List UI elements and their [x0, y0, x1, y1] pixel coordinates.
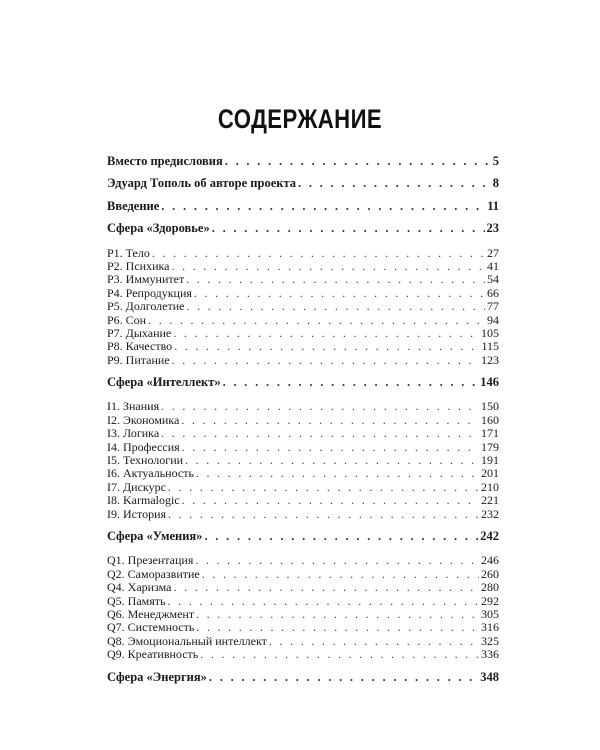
toc-item-label: P1. Тело	[107, 245, 150, 260]
toc-item	[107, 635, 499, 648]
toc-item	[107, 273, 499, 286]
toc-item-label: Q4. Харизма	[107, 580, 172, 595]
toc-item-label: I3. Логика	[107, 426, 160, 441]
toc-item	[107, 400, 499, 413]
toc-item-label: I9. История	[107, 506, 167, 521]
toc-item	[107, 581, 499, 594]
toc-item-label: P6. Сон	[107, 312, 147, 327]
toc-item-page: 171	[481, 426, 499, 441]
leader-dots	[152, 247, 485, 260]
leader-dots	[196, 621, 479, 634]
toc-item-label: I7. Дискурс	[107, 479, 166, 494]
toc-item-label: P2. Психика	[107, 258, 170, 273]
toc-item-page: 179	[481, 439, 499, 454]
leader-dots	[225, 155, 491, 168]
toc-item-page: 316	[481, 620, 499, 635]
toc-section-label: Сфера «Здоровье»	[107, 221, 210, 236]
toc-item	[107, 300, 499, 313]
toc-item-page: 232	[481, 506, 499, 521]
leader-dots	[168, 508, 479, 521]
toc-front-entry-topol	[107, 177, 499, 190]
leader-dots	[186, 300, 485, 313]
toc-item-label: P8. Качество	[107, 339, 173, 354]
toc-item	[107, 287, 499, 300]
toc-item-label: P3. Иммунитет	[107, 272, 185, 287]
leader-dots	[194, 287, 485, 300]
toc-front-entry-introduction	[107, 200, 499, 213]
toc-item-label: I5. Технологии	[107, 453, 184, 468]
toc-section-label: Сфера «Энергия»	[107, 669, 207, 684]
toc-entry-page: 242	[480, 528, 499, 543]
toc-item	[107, 454, 499, 467]
toc-item	[107, 508, 499, 521]
toc-item-page: 201	[481, 466, 499, 481]
toc-item-label: I8. Karmalogic	[107, 493, 180, 508]
toc-item-page: 191	[481, 453, 499, 468]
toc-item-page: 292	[481, 593, 499, 608]
leader-dots	[182, 494, 479, 507]
toc-item-page: 94	[487, 312, 499, 327]
toc-entry-label: Введение	[107, 198, 160, 213]
toc-item-label: Q1. Презентация	[107, 553, 194, 568]
toc-section-label: Сфера «Интеллект»	[107, 375, 221, 390]
toc-item-page: 150	[481, 399, 499, 414]
toc-section-heading-health	[107, 222, 499, 235]
toc-item-label: I6. Актуальность	[107, 466, 194, 481]
leader-dots	[168, 481, 479, 494]
toc-item-label: I1. Знания	[107, 399, 160, 414]
toc-entry-label: Вместо предисловия	[107, 154, 223, 168]
leader-dots	[200, 648, 479, 661]
leader-dots	[298, 177, 491, 190]
toc-item	[107, 621, 499, 634]
toc-item-label: I4. Профессия	[107, 439, 180, 454]
leader-dots	[161, 427, 479, 440]
toc-item-label: P7. Дыхание	[107, 325, 172, 340]
toc-item-page: 160	[481, 412, 499, 427]
leader-dots	[148, 314, 485, 327]
toc-item-page: 336	[481, 647, 499, 662]
toc-item	[107, 247, 499, 260]
toc-item	[107, 354, 499, 367]
toc-item	[107, 494, 499, 507]
toc-item-page: 27	[487, 245, 499, 260]
toc-item	[107, 340, 499, 353]
leader-dots	[204, 530, 478, 543]
toc-item-page: 123	[481, 352, 499, 367]
toc-item	[107, 568, 499, 581]
toc-item	[107, 554, 499, 567]
leader-dots	[174, 340, 479, 353]
leader-dots	[195, 554, 479, 567]
leader-dots	[161, 400, 479, 413]
toc-item-page: 260	[481, 566, 499, 581]
toc-entry-page: 146	[480, 375, 499, 390]
toc-item-page: 246	[481, 553, 499, 568]
page-title: СОДЕРЖАНИЕ	[217, 104, 383, 134]
leader-dots	[172, 354, 479, 367]
leader-dots	[168, 595, 480, 608]
toc-item	[107, 427, 499, 440]
leader-dots	[209, 671, 478, 684]
toc-entry-page: 11	[487, 198, 499, 213]
toc-item-page: 305	[481, 606, 499, 621]
toc-section-label: Сфера «Умения»	[107, 528, 203, 543]
toc-item-label: P5. Долголетие	[107, 299, 185, 314]
toc-item	[107, 608, 499, 621]
toc-item	[107, 260, 499, 273]
leader-dots	[161, 200, 485, 213]
leader-dots	[171, 260, 485, 273]
toc-item	[107, 467, 499, 480]
toc-item-page: 115	[481, 339, 499, 354]
toc-item-label: Q5. Память	[107, 593, 166, 608]
toc-item	[107, 414, 499, 427]
toc-section-heading-intellect	[107, 376, 499, 389]
toc-item-label: Q6. Менеджмент	[107, 606, 195, 621]
toc-item-label: Q2. Саморазвитие	[107, 566, 200, 581]
leader-dots	[212, 222, 485, 235]
leader-dots	[269, 635, 479, 648]
toc-item	[107, 327, 499, 340]
toc-item-page: 77	[487, 299, 499, 314]
toc-section-heading-skills	[107, 530, 499, 543]
toc-item	[107, 314, 499, 327]
leader-dots	[174, 581, 480, 594]
toc-item-page: 221	[481, 493, 499, 508]
toc-item	[107, 648, 499, 661]
toc-item-label: Q8. Эмоциональный интеллект	[107, 633, 267, 648]
toc-item-page: 54	[487, 272, 499, 287]
leader-dots	[182, 441, 479, 454]
toc-item-page: 210	[481, 479, 499, 494]
leader-dots	[185, 454, 479, 467]
toc-item-label: P4. Репродукция	[107, 285, 192, 300]
leader-dots	[173, 327, 479, 340]
toc-front-entry-foreword	[107, 155, 499, 168]
leader-dots	[186, 273, 485, 286]
toc-entry-page: 348	[480, 669, 499, 684]
leader-dots	[202, 568, 479, 581]
toc-entry-label: Эдуард Тополь об авторе проекта	[107, 176, 296, 191]
toc-item-label: P9. Питание	[107, 352, 170, 367]
table-of-contents	[107, 155, 499, 684]
leader-dots	[181, 414, 479, 427]
toc-item-label: I2. Экономика	[107, 412, 180, 427]
toc-item	[107, 595, 499, 608]
toc-item	[107, 481, 499, 494]
toc-item-page: 41	[487, 258, 499, 273]
leader-dots	[223, 376, 479, 389]
toc-item-page: 280	[481, 580, 499, 595]
toc-entry-page: 5	[492, 154, 499, 168]
toc-section-heading-energy	[107, 671, 499, 684]
toc-item-label: Q9. Креативность	[107, 647, 199, 662]
toc-entry-page: 23	[486, 221, 499, 236]
toc-item-page: 325	[481, 633, 499, 648]
toc-item-page: 66	[487, 285, 499, 300]
toc-item-page: 105	[481, 325, 499, 340]
toc-entry-page: 8	[492, 176, 499, 191]
toc-item	[107, 441, 499, 454]
leader-dots	[196, 608, 479, 621]
leader-dots	[196, 467, 479, 480]
toc-item-label: Q7. Системность	[107, 620, 195, 635]
